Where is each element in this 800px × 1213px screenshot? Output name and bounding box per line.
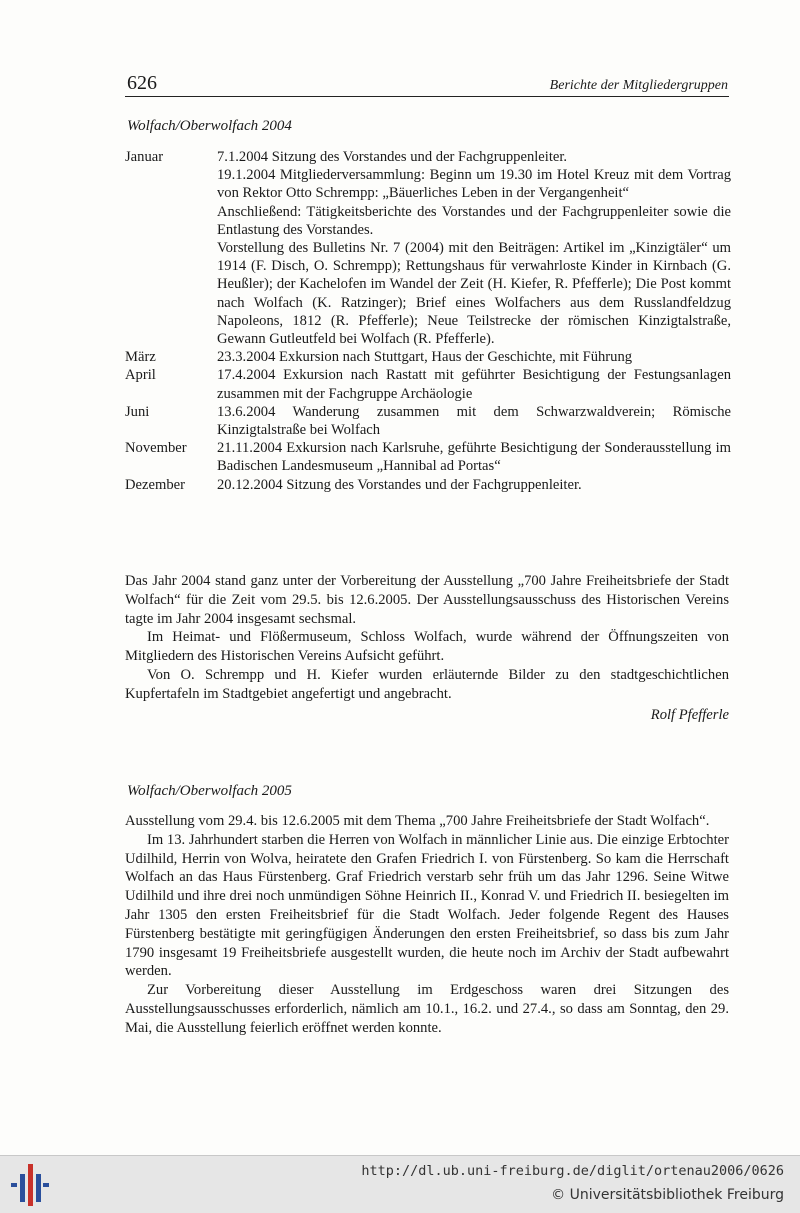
event-entries — [217, 476, 731, 494]
event-row — [125, 439, 731, 475]
header-rule — [125, 96, 729, 97]
event-entry: 20.12.2004 Sitzung des Vorstandes und der Fachgruppenleiter. — [217, 476, 582, 493]
event-list-2004 — [125, 148, 731, 494]
event-entry: 23.3.2004 Exkursion nach Stuttgart, Haus der Geschichte, mit Führung — [217, 349, 633, 366]
event-entry: Anschließend: Tätigkeitsberichte des Vorstandes und der Fachgruppenleiter sowie die Entlastung des Vorstandes. — [217, 203, 731, 238]
event-month: Januar — [125, 149, 164, 165]
paragraph: Von O. Schrempp und H. Kiefer wurden erläuternde Bilder zu den stadtgeschichtlichen Kupfertafeln im Stadtgebiet angefertigt und angebracht. — [125, 666, 729, 702]
event-entry: Vorstellung des Bulletins Nr. 7 (2004) mit den Beiträgen: Artikel im „Kinzigtäler“ um 1914 (F. Disch, O. Schrempp); Rettungshaus für verwahrloste Kinder in Kirnbach (G. Heußler); der Kachelofen im Wandel der Zeit (H. Kiefer, R. Pfefferle); Die Post kommt nach Wolfach (K. Ratzinger); Brief eines Wolfachers aus dem Russlandfeldzug Napoleons, 1812 (R. Pfefferle); Neue Teilstrecke der römischen Kinzigtalstraße, Gewann Gutleutfeld bei Wolfach (R. Pfefferle). — [217, 240, 731, 348]
footer-copyright: © Universitätsbibliothek Freiburg — [551, 1187, 784, 1203]
event-row — [125, 476, 731, 494]
section-title-2004: Wolfach/Oberwolfach 2004 — [127, 118, 292, 134]
event-entries — [217, 366, 731, 402]
event-entries — [217, 348, 731, 366]
event-month: April — [125, 367, 156, 384]
event-month: März — [125, 349, 156, 366]
event-row — [125, 366, 731, 402]
event-month: November — [125, 440, 187, 457]
running-title: Berichte der Mitgliedergruppen — [549, 78, 728, 93]
event-entries — [217, 439, 731, 475]
paragraph: Ausstellung vom 29.4. bis 12.6.2005 mit dem Thema „700 Jahre Freiheitsbriefe der Stadt Wolfach“. — [125, 813, 710, 829]
ub-freiburg-logo-icon[interactable] — [9, 1164, 49, 1206]
paragraph: Das Jahr 2004 stand ganz unter der Vorbereitung der Ausstellung „700 Jahre Freiheitsbriefe der Stadt Wolfach“ für die Zeit vom 29.5. bis 12.6.2005. Der Ausstellungsausschuss des Historischen Vereins tagte im Jahr 2004 insgesamt sechsmal. — [125, 573, 729, 627]
footer-bar — [0, 1155, 800, 1213]
page-number: 626 — [127, 72, 157, 94]
event-entry: 19.1.2004 Mitgliederversammlung: Beginn um 19.30 im Hotel Kreuz mit dem Vortrag von Rektor Otto Schrempp: „Bäuerliches Leben in der Vergangenheit“ — [217, 167, 731, 202]
paragraph: Im 13. Jahrhundert starben die Herren von Wolfach in männlicher Linie aus. Die einzige Erbtochter Udilhild, Herrin von Wolva, heiratete den Grafen Friedrich I. von Fürstenberg. So kam die Herrschaft Wolfach an das Haus Fürstenberg. Graf Friedrich verstarb sehr früh um das Jahr 1296. Seine Witwe Udilhild und ihre drei noch unmündigen Söhne Heinrich II., Konrad V. und Friedrich II. besiegelten im Jahr 1305 den ersten Freiheitsbrief für die Stadt Wolfach. Jeder folgende Regent des Hauses Fürstenberg bestätigte mit geringfügigen Änderungen den ersten Freiheitsbrief, so dass bis zum Jahr 1790 insgesamt 19 Freiheitsbriefe ausgestellt wurden, die heute noch im Archiv der Stadt aufbewahrt werden. — [125, 831, 729, 980]
paragraph: Im Heimat- und Flößermuseum, Schloss Wolfach, wurde während der Öffnungszeiten von Mitgliedern des Historischen Vereins Aufsicht geführt. — [125, 629, 729, 665]
event-entry: 17.4.2004 Exkursion nach Rastatt mit geführter Besichtigung der Festungsanlagen zusammen mit der Fachgruppe Archäologie — [217, 367, 731, 402]
event-entry: 13.6.2004 Wanderung zusammen mit dem Schwarzwaldverein; Römische Kinzigtalstraße bei Wolfach — [217, 403, 731, 439]
paragraph: Zur Vorbereitung dieser Ausstellung im Erdgeschoss waren drei Sitzungen des Ausstellungsausschusses erforderlich, nämlich am 10.1., 16.2. und 27.4., so dass am Sonntag, den 29. Mai, die Ausstellung feierlich eröffnet werden konnte. — [125, 982, 729, 1036]
event-entries — [217, 148, 731, 348]
section-title-2005: Wolfach/Oberwolfach 2005 — [127, 783, 292, 799]
footer-url[interactable]: http://dl.ub.uni-freiburg.de/diglit/ortenau2006/0626 — [361, 1163, 784, 1179]
prose-2004 — [125, 572, 729, 724]
event-row — [125, 148, 731, 348]
event-month: Dezember — [125, 476, 185, 493]
event-month: Juni — [125, 403, 150, 420]
event-row — [125, 348, 731, 366]
event-entry: 21.11.2004 Exkursion nach Karlsruhe, geführte Besichtigung der Sonderausstellung im Badischen Landesmuseum „Hannibal ad Portas“ — [217, 440, 731, 475]
event-entry: 7.1.2004 Sitzung des Vorstandes und der Fachgruppenleiter. — [217, 149, 568, 165]
prose-2005 — [125, 812, 729, 1038]
signature: Rolf Pfefferle — [650, 706, 729, 723]
event-row — [125, 403, 731, 439]
event-entries — [217, 403, 731, 439]
